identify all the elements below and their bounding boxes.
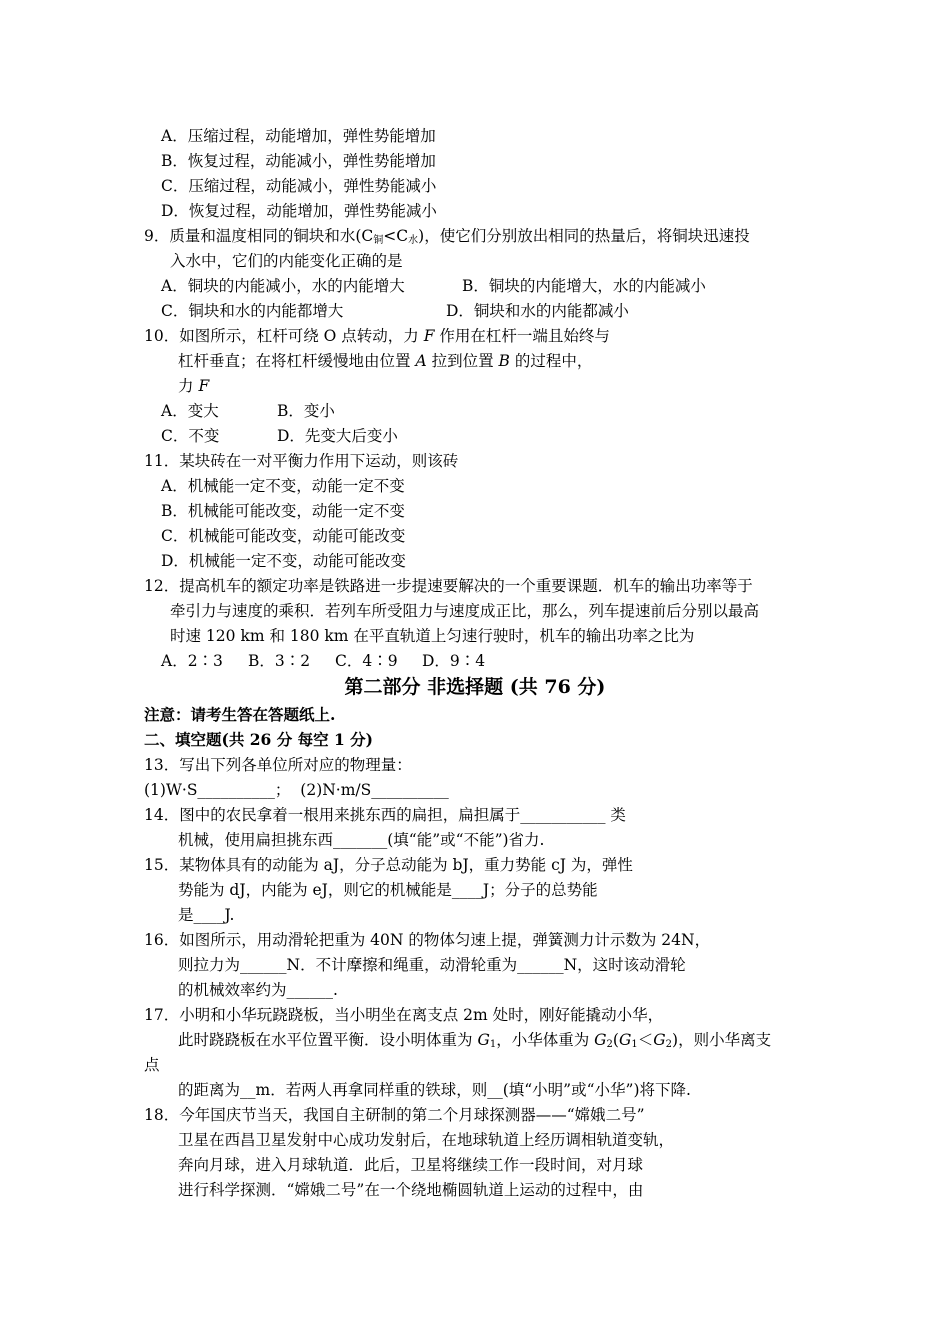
q10-option-b: B．变小	[277, 402, 335, 420]
q12-option-a: A．2∶3	[161, 652, 223, 670]
q18-line3: 奔向月球，进入月球轨道．此后，卫星将继续工作一段时间，对月球	[178, 1156, 644, 1174]
q11-option-c: C．机械能可能改变，动能可能改变	[161, 527, 406, 545]
q18-line4: 进行科学探测．“嫦娥二号”在一个绕地椭圆轨道上运动的过程中，由	[178, 1181, 644, 1199]
q15-line2: 势能为 dJ，内能为 eJ，则它的机械能是____J；分子的总势能	[178, 881, 598, 899]
q14-line2: 机械，使用扁担挑东西_______(填“能”或“不能”)省力.	[178, 831, 545, 849]
q10-option-c: C．不变	[161, 427, 220, 445]
q17-line3: 点	[144, 1056, 160, 1074]
q17-line2: 此时跷跷板在水平位置平衡．设小明体重为 $G_1$，小华体重为 $G_2(G_1<G_2)$，则小华离支	[178, 1031, 772, 1050]
q12-option-c: C．4∶9	[335, 652, 398, 670]
q12-option-d: D．9∶4	[422, 652, 486, 670]
q12-stem-line1: 12．提高机车的额定功率是铁路进一步提速要解决的一个重要课题．机车的输出功率等于	[144, 577, 753, 595]
q12-stem-line3: 时速 120 km 和 180 km 在平直轨道上匀速行驶时，机车的输出功率之比为	[170, 627, 695, 645]
q9-option-a: A．铜块的内能减小，水的内能增大	[161, 277, 405, 295]
q17-line1: 17．小明和小华玩跷跷板，当小明坐在离支点 2m 处时，刚好能撬动小华，	[144, 1006, 664, 1024]
q9-stem-line2: 入水中，它们的内能变化正确的是	[170, 252, 403, 270]
section-heading: 二、填空题(共 26 分 每空 1 分)	[144, 730, 374, 749]
q9-option-c: C．铜块和水的内能都增大	[161, 302, 344, 320]
q15-line3: 是____J.	[178, 906, 235, 924]
q8-option-d: D．恢复过程，动能增加，弹性势能减小	[161, 202, 437, 220]
q10-stem-line2: 杠杆垂直；在将杠杆缓慢地由位置 A 拉到位置 B 的过程中，	[178, 352, 593, 370]
q12-stem-line2: 牵引力与速度的乘积．若列车所受阻力与速度成正比，那么，列车提速前后分别以最高	[170, 602, 760, 620]
q9-option-d: D．铜块和水的内能都减小	[446, 302, 629, 320]
q13-blanks: (1)W·S__________； (2)N·m/S__________	[144, 781, 449, 799]
q10-stem-line1: 10．如图所示，杠杆可绕 O 点转动，力 F 作用在杠杆一端且始终与	[144, 327, 610, 345]
q9-option-b: B．铜块的内能增大，水的内能减小	[462, 277, 706, 295]
q8-option-a: A．压缩过程，动能增加，弹性势能增加	[161, 127, 436, 145]
q11-option-d: D．机械能一定不变，动能可能改变	[161, 552, 406, 570]
q15-line1: 15．某物体具有的动能为 aJ，分子总动能为 bJ，重力势能 cJ 为，弹性	[144, 856, 633, 874]
part2-title: 第二部分 非选择题 (共 76 分)	[344, 676, 606, 698]
q17-line4: 的距离为__m．若两人再拿同样重的铁球，则__(填“小明”或“小华”)将下降.	[178, 1081, 691, 1099]
q14-line1: 14．图中的农民拿着一根用来挑东西的扁担，扁担属于___________ 类	[144, 806, 626, 824]
q16-line1: 16．如图所示，用动滑轮把重为 40N 的物体匀速上提，弹簧测力计示数为 24N，	[144, 931, 711, 949]
q10-option-a: A．变大	[161, 402, 219, 420]
q9-stem-line1: 9．质量和温度相同的铜块和水$(C_铜<C_水)$，使它们分别放出相同的热量后，将铜块迅速投	[144, 227, 750, 246]
q16-line2: 则拉力为______N．不计摩擦和绳重，动滑轮重为______N，这时该动滑轮	[178, 956, 686, 974]
q8-option-c: C．压缩过程，动能减小，弹性势能减小	[161, 177, 437, 195]
q10-option-d: D．先变大后变小	[277, 427, 398, 445]
q11-stem: 11．某块砖在一对平衡力作用下运动，则该砖	[144, 452, 459, 470]
q13-stem: 13．写出下列各单位所对应的物理量：	[144, 756, 412, 774]
q11-option-b: B．机械能可能改变，动能一定不变	[161, 502, 405, 520]
notice: 注意：请考生答在答题纸上.	[144, 705, 336, 724]
q18-line2: 卫星在西昌卫星发射中心成功发射后，在地球轨道上经历调相轨道变轨，	[178, 1131, 675, 1149]
q12-option-b: B．3∶2	[248, 652, 311, 670]
q8-option-b: B．恢复过程，动能减小，弹性势能增加	[161, 152, 436, 170]
q10-stem-line3: 力 F	[178, 377, 210, 395]
q16-line3: 的机械效率约为______.	[178, 981, 338, 999]
q18-line1: 18．今年国庆节当天，我国自主研制的第二个月球探测器——“嫦娥二号”	[144, 1106, 645, 1124]
q11-option-a: A．机械能一定不变，动能一定不变	[161, 477, 405, 495]
